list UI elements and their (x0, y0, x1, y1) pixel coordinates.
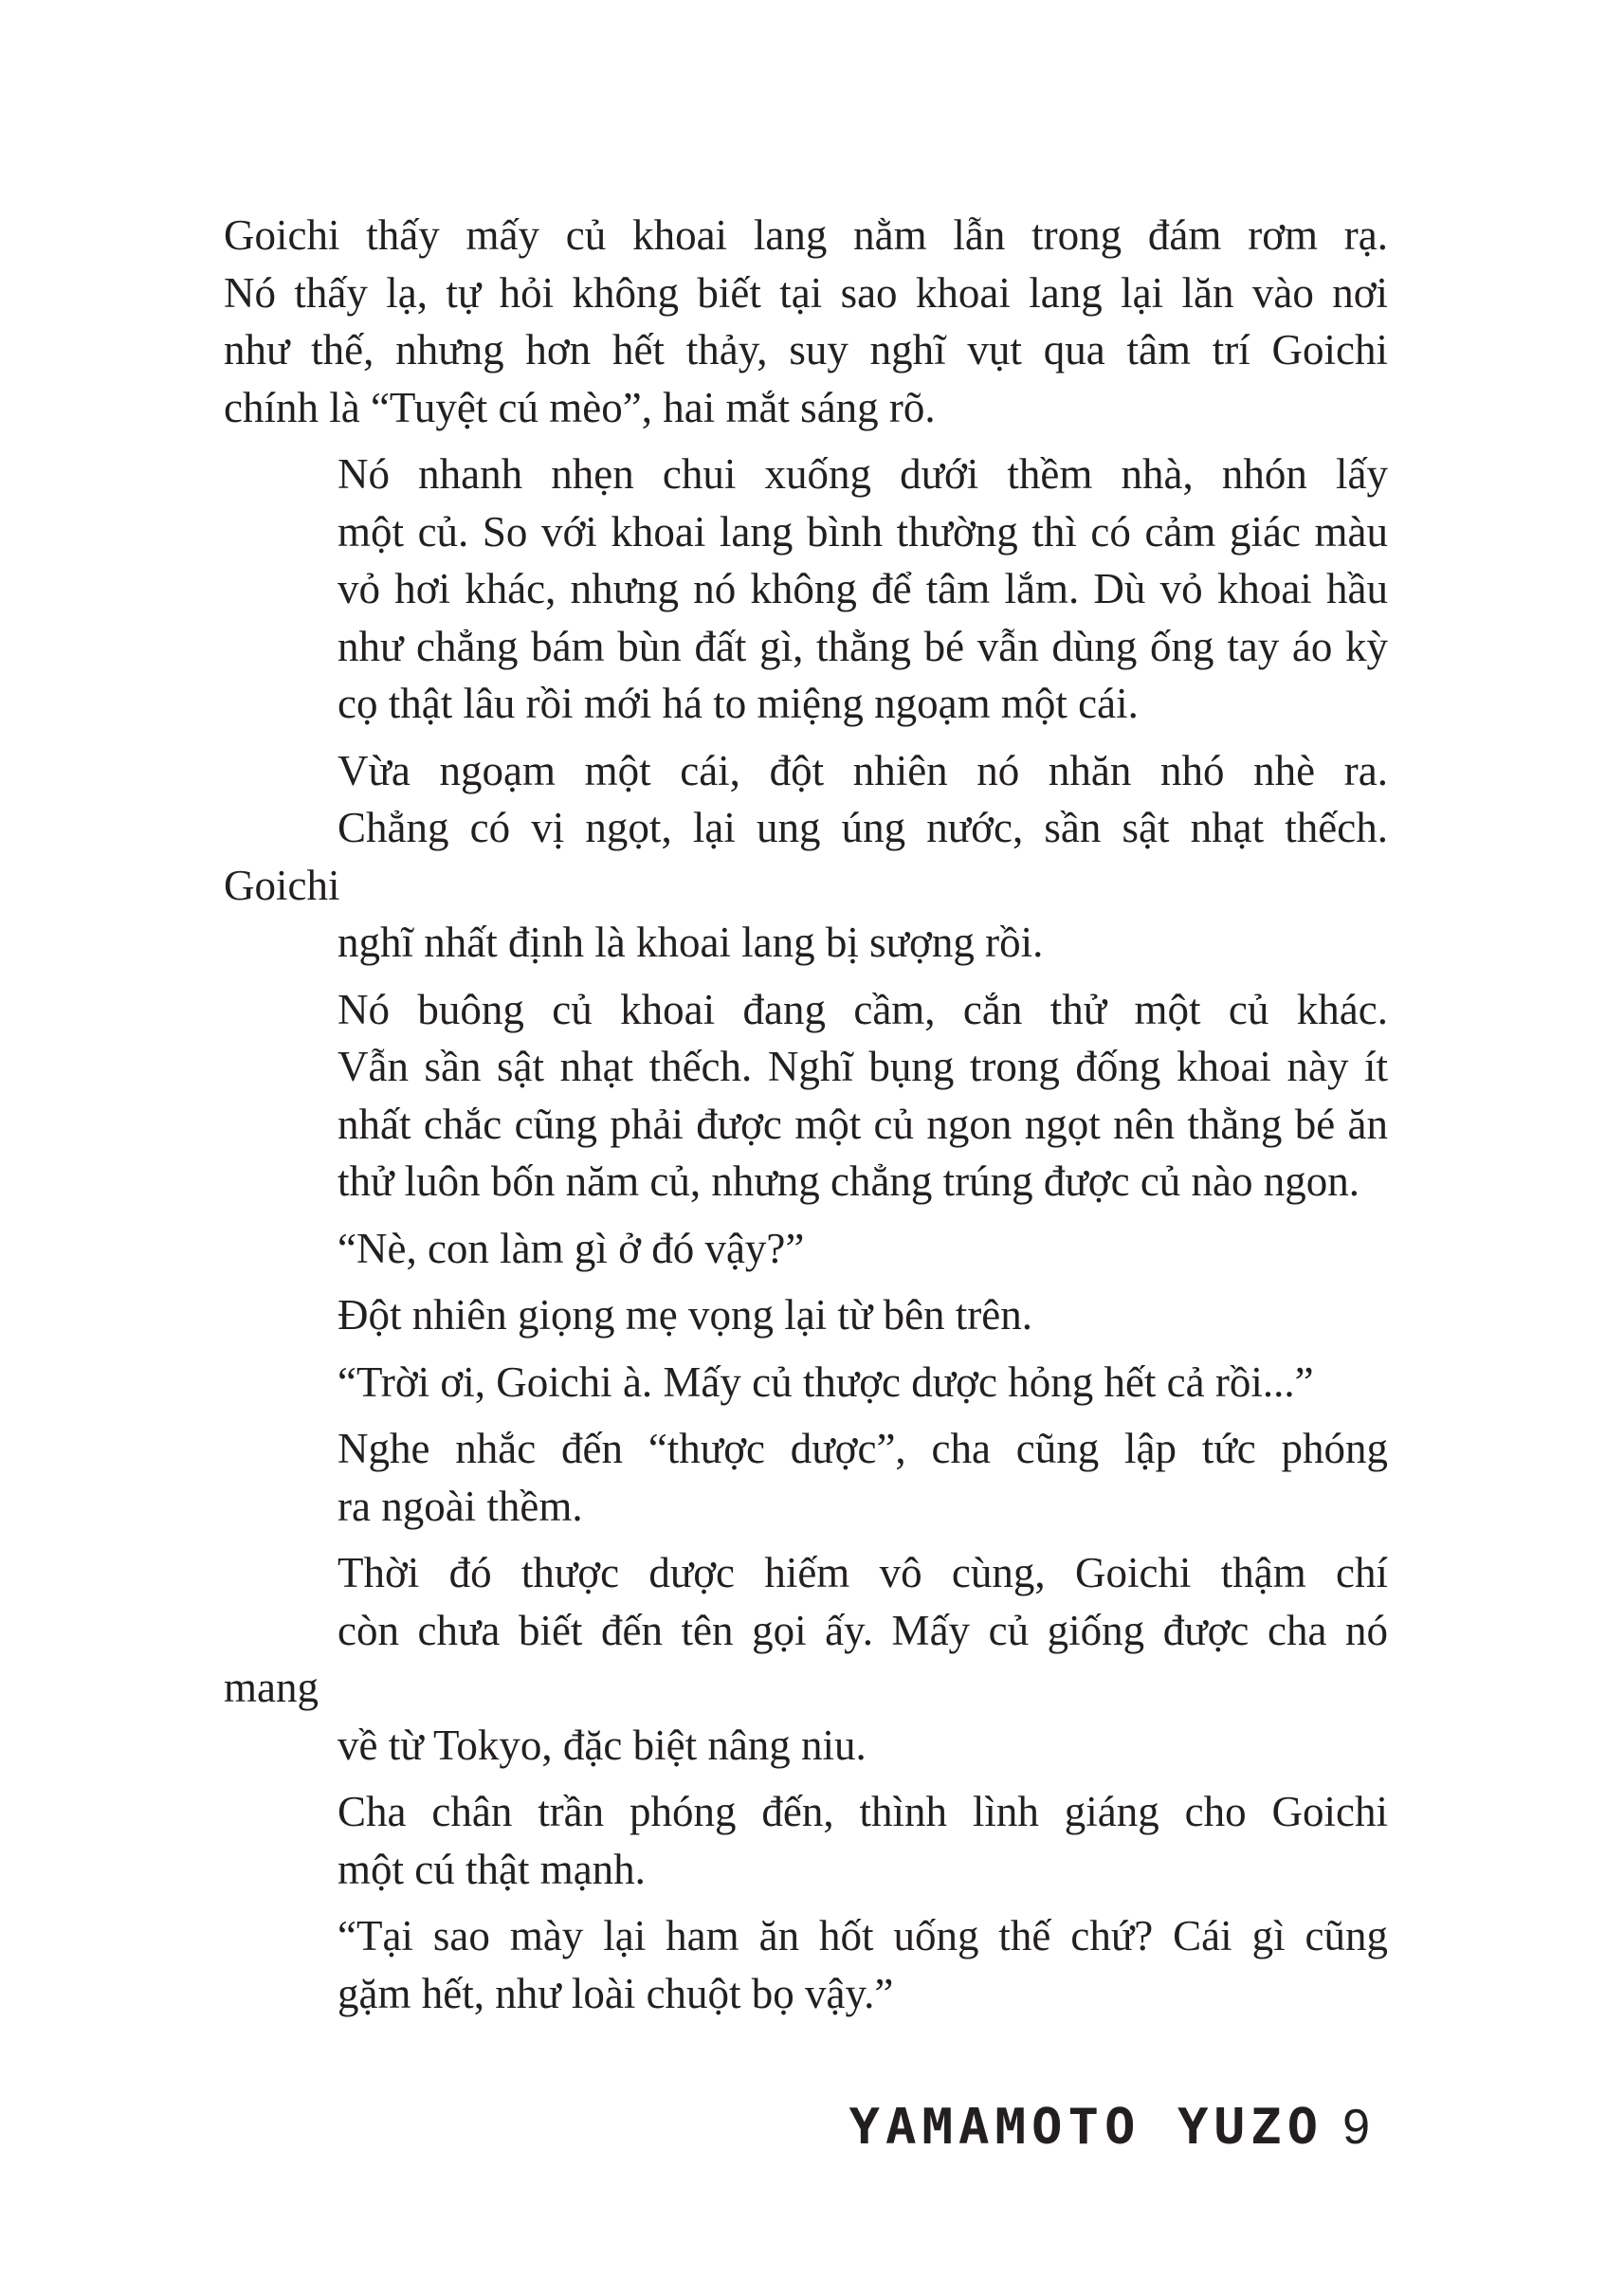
text-line: Cha chân trần phóng đến, thình lình giáng cho Goichi (338, 1788, 1388, 1835)
text-line: Vừa ngoạm một cái, đột nhiên nó nhăn nhó nhè ra. (338, 746, 1388, 794)
text-line: thử luôn bốn năm củ, nhưng chẳng trúng được củ nào ngon. (338, 1157, 1360, 1205)
paragraph (224, 1907, 1388, 2022)
text-line: “Tại sao mày lại ham ăn hốt uống thế chứ? Cái gì cũng (338, 1912, 1388, 1959)
text-line: cọ thật lâu rồi mới há to miệng ngoạm một cái. (338, 680, 1139, 727)
text-line: vỏ hơi khác, nhưng nó không để tâm lắm. Dù vỏ khoai hầu (338, 565, 1388, 612)
body-text (224, 207, 1388, 2032)
paragraph (224, 1286, 1388, 1344)
text-line: như chẳng bám bùn đất gì, thằng bé vẫn dùng ống tay áo kỳ (338, 622, 1388, 670)
paragraph (224, 1220, 1388, 1278)
text-line: chính là “Tuyệt cú mèo”, hai mắt sáng rõ. (224, 383, 936, 431)
paragraph (224, 1420, 1388, 1535)
text-line: Nó thấy lạ, tự hỏi không biết tại sao khoai lang lại lăn vào nơi (224, 268, 1388, 317)
text-line: Nó nhanh nhẹn chui xuống dưới thềm nhà, nhón lấy (338, 450, 1388, 498)
paragraph (224, 446, 1388, 733)
text-line: về từ Tokyo, đặc biệt nâng niu. (338, 1721, 867, 1769)
text-line: “Trời ơi, Goichi à. Mấy củ thược dược hỏng hết cả rồi...” (338, 1358, 1314, 1406)
text-line: Goichi thấy mấy củ khoai lang nằm lẫn trong đám rơm rạ. (224, 211, 1388, 259)
text-line: một củ. So với khoai lang bình thường thì có cảm giác màu (338, 507, 1388, 556)
text-line: Chẳng có vị ngọt, lại ung úng nước, sần sật nhạt thếch. Goichi (224, 804, 1388, 909)
text-line: ra ngoài thềm. (338, 1482, 583, 1530)
text-line: Nghe nhắc đến “thược dược”, cha cũng lập tức phóng (338, 1425, 1388, 1472)
paragraph (224, 1783, 1388, 1898)
paragraph (224, 207, 1388, 436)
text-line: như thế, nhưng hơn hết thảy, suy nghĩ vụt qua tâm trí Goichi (224, 326, 1388, 374)
text-line: còn chưa biết đến tên gọi ấy. Mấy củ giống được cha nó mang (224, 1606, 1388, 1711)
text-line: Vẫn sần sật nhạt thếch. Nghĩ bụng trong đống khoai này ít (338, 1043, 1388, 1090)
text-line: nghĩ nhất định là khoai lang bị sượng rồi. (338, 919, 1044, 966)
text-line: nhất chắc cũng phải được một củ ngon ngọt nên thằng bé ăn (338, 1100, 1388, 1148)
author-name: YAMAMOTO YUZO (848, 2098, 1324, 2156)
paragraph (224, 742, 1388, 972)
text-line: gặm hết, như loài chuột bọ vậy.” (338, 1969, 894, 2017)
text-line: Nó buông củ khoai đang cầm, cắn thử một củ khác. (338, 985, 1388, 1033)
text-line: Thời đó thược dược hiếm vô cùng, Goichi thậm chí (338, 1549, 1388, 1596)
text-line: “Nè, con làm gì ở đó vậy?” (338, 1224, 805, 1272)
paragraph (224, 1354, 1388, 1412)
page-number: 9 (1342, 2099, 1370, 2155)
paragraph (224, 981, 1388, 1211)
text-line: Đột nhiên giọng mẹ vọng lại từ bên trên. (338, 1291, 1033, 1339)
text-line: một cú thật mạnh. (338, 1845, 646, 1893)
page-footer (848, 2097, 1370, 2157)
paragraph (224, 1544, 1388, 1774)
